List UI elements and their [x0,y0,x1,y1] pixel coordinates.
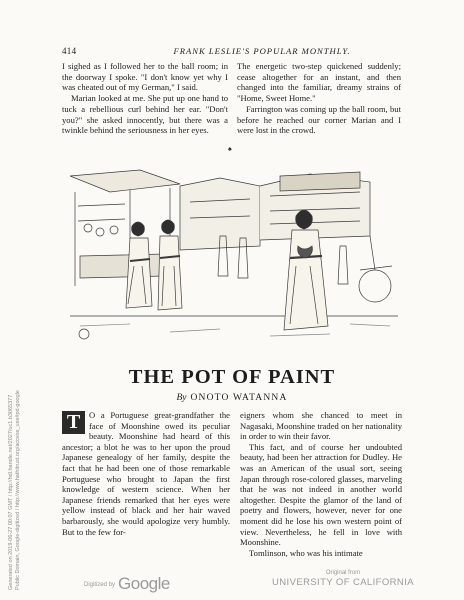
page-header [62,46,402,60]
paragraph: I sighed as I followed her to the ball room; in the doorway I spoke. "I don't know yet why I was cheated out of my German," I said. [62,61,228,93]
university-name: UNIVERSITY OF CALIFORNIA [272,577,414,588]
drop-cap: T [62,411,85,434]
section-separator-ornament: ♠ [228,145,232,153]
paragraph: O a Portuguese great-grandfather the face of Moonshine owed its peculiar beauty. Moonshine had heard of this ancestor; a blot he was to her upon the proud Japanese genealogy of her family, despite the fact that he had been one of those remarkable Portuguese who brought to Japan the first knowledge of western science. When her Japanese friends remarked that her eyes were yellow instead of black and her hair waved barbarously, she would apologize very humbly. But to the few for- [62,410,230,537]
page-number: 414 [62,46,77,56]
digitized-by-google-mark [84,574,170,594]
byline-by: By [176,393,187,403]
watermark-line: Generated on 2019-06-27 00:07 GMT / http://hdl.handle.net/2027/uc1.b3065377 [8,394,14,590]
article-right-column [240,410,402,558]
watermark-line: Public Domain, Google-digitized / http://www.hathitrust.org/access_use#pd-google [15,390,21,590]
article-title: THE POT OF PAINT [128,366,336,388]
paragraph: Marian looked at me. She put up one hand to tuck a rebellious curl behind her ear. "Don't you?" she asked innocently, but there was a twinkle behind the seriousness in her eyes. [62,93,228,136]
paragraph: The energetic two-step quickened suddenly; cease altogether for an instant, and then changed into the familiar, dreamy strains of "Home, Sweet Home." [237,61,401,104]
byline [62,393,402,403]
original-from-mark [268,570,418,588]
illustration-japanese-street-scene [70,166,398,344]
original-from-label: Original from [325,570,361,576]
digitized-by-label: Digitized by [84,582,116,588]
running-title: FRANK LESLIE'S POPULAR MONTHLY. [173,46,351,56]
paragraph: This fact, and of course her undoubted beauty, had been her attraction for Dudley. He was an American of the usual sort, seeing Japan through rose-colored glasses, marveling that he was not indeed in another world altogether. Despite the glamor of the land of poetry and flowers, however, never for one moment did he lose his own western point of view. Nevertheless, he fell in love with Moonshine. [240,441,402,548]
google-logo: Google [118,574,170,593]
author-name: ONOTO WATANNA [190,393,288,403]
hathitrust-watermark [2,300,24,590]
article-left-column [62,410,230,537]
story-ending-right-column [237,61,401,136]
paragraph: Tomlinson, who was his intimate [249,547,363,558]
story-ending-left-column [62,61,228,136]
paragraph: eigners whom she chanced to meet in Nagasaki, Moonshine traded on her nationality in order to win their favor. [240,410,402,442]
paragraph: Farrington was coming up the ball room, but before he reached our corner Marian and I were lost in the crowd. [237,103,401,136]
